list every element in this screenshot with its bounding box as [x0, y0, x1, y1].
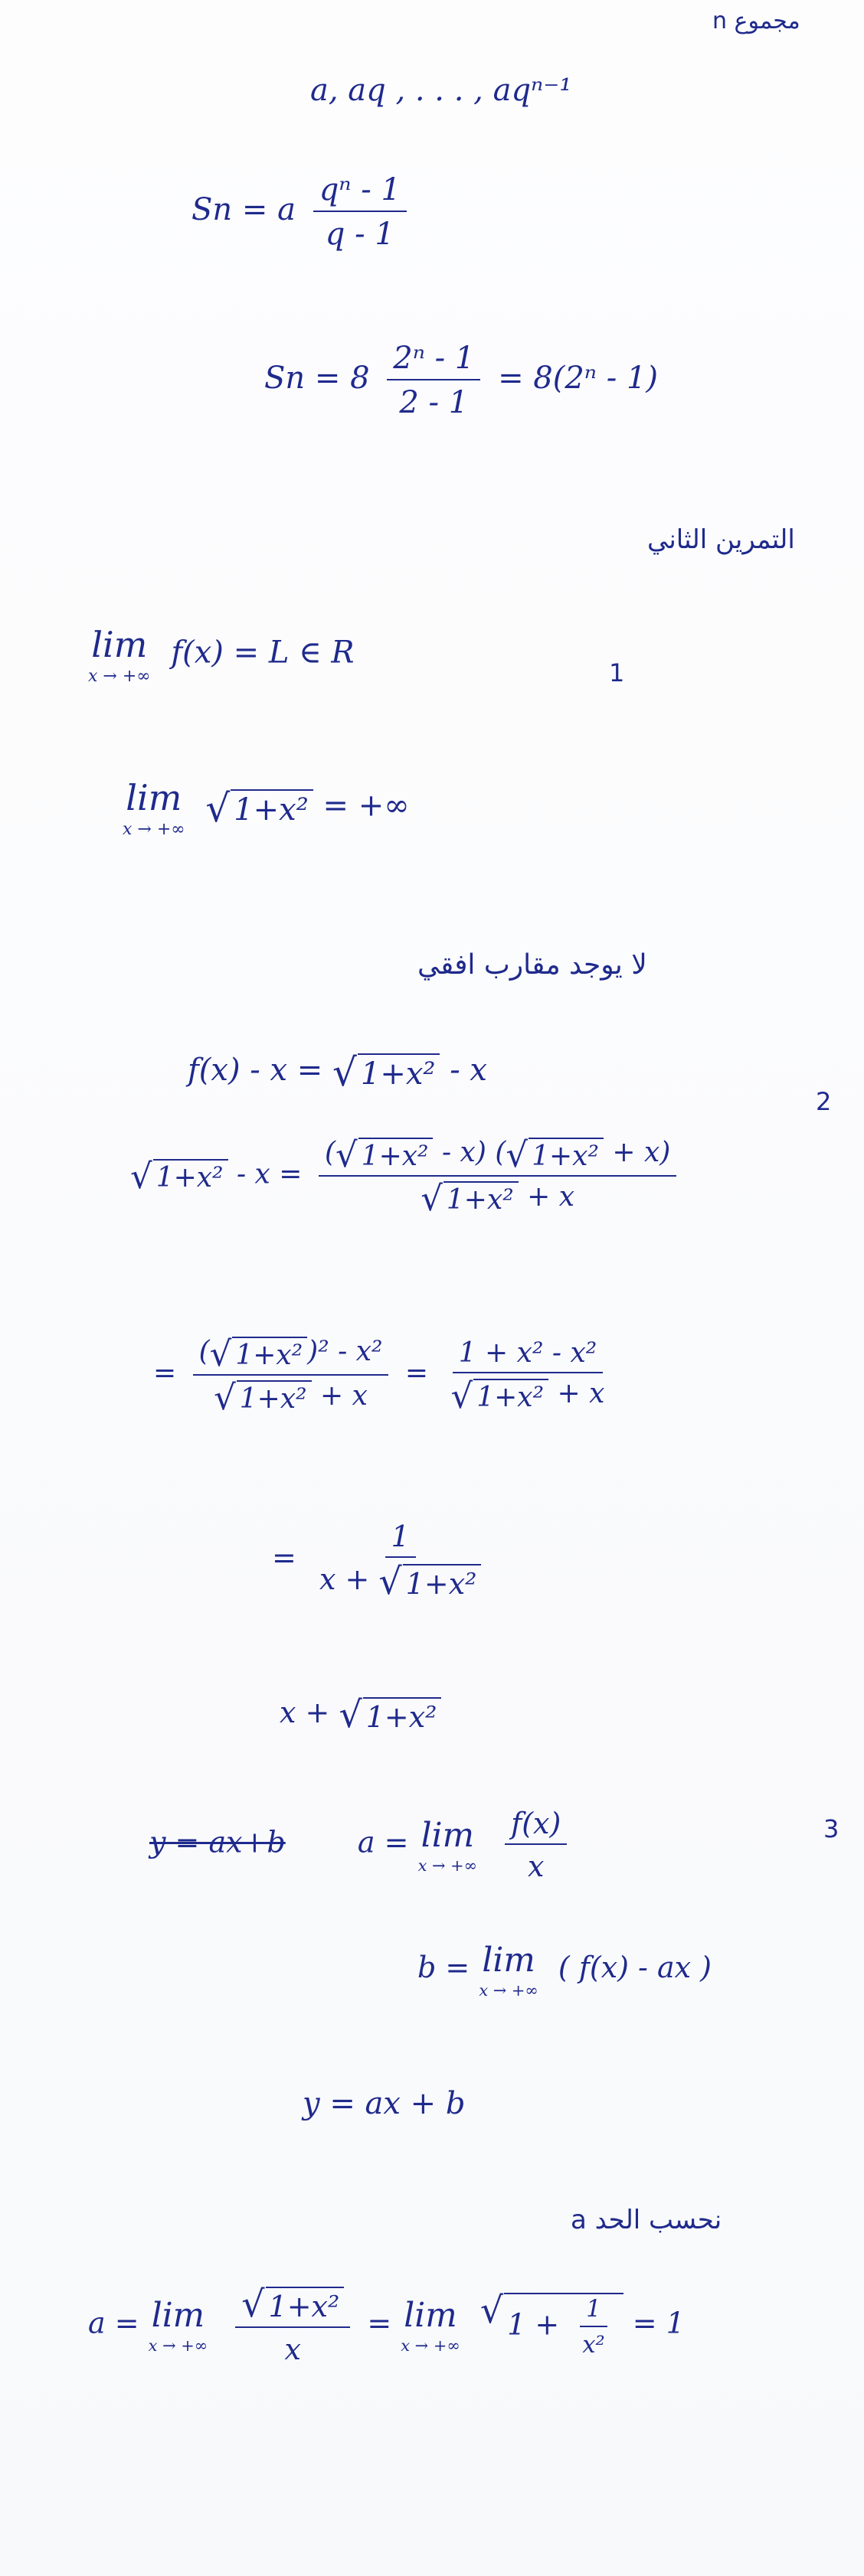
sqrt-expr: [214, 1377, 312, 1418]
final-rad-num: 1: [580, 2296, 607, 2327]
equals-sign: =: [367, 2306, 392, 2340]
exercise-label: مجموع n: [712, 8, 800, 34]
final-a-rhs: = 1: [632, 2306, 685, 2340]
sqrt-sign: √: [241, 2283, 265, 2326]
sqrt-radicand: 1+x²: [358, 1138, 434, 1172]
final-a-line: [88, 2285, 685, 2366]
sqrt-sign: √: [335, 1134, 358, 1175]
sqrt-sign: √: [205, 785, 231, 831]
sqrt-radicand: 1+x²: [232, 1337, 307, 1371]
line-equation: y = ax + b: [303, 2086, 466, 2121]
sqrt-expr: [241, 2283, 344, 2326]
sqrt-radicand: 1+x²: [237, 1380, 312, 1415]
limit-definition: [88, 624, 355, 686]
sn-general-lhs: Sn = a: [191, 192, 296, 227]
denominator-note: [280, 1693, 441, 1736]
sqrt-sign: √: [209, 1333, 232, 1374]
sqrt-radicand: 1+x²: [403, 1564, 482, 1601]
sqrt-radicand: 1+x²: [231, 789, 313, 828]
sn-specific-rhs: = 8(2ⁿ - 1): [498, 361, 659, 396]
diff-lhs: f(x) - x =: [188, 1053, 323, 1088]
denominator-note-pre: x +: [280, 1696, 330, 1729]
sn-specific-fraction: [387, 341, 480, 420]
sn-specific-formula: [264, 341, 658, 420]
sqrt-sign: √: [479, 2289, 504, 2332]
sqrt-expr: [450, 1375, 549, 1416]
sn-specific-den: 2 - 1: [399, 385, 469, 420]
sqrt-radicand: 1+x²: [443, 1181, 519, 1216]
exercise2-title: التمرين الثاني: [647, 524, 795, 555]
conj-num: [319, 1134, 676, 1177]
sqrt-radicand: 1+x²: [529, 1138, 604, 1172]
b-expr: ( f(x) - ax ): [558, 1951, 712, 1984]
sqrt-expr: [378, 1560, 481, 1603]
sn-specific-num: 2ⁿ - 1: [387, 341, 480, 380]
a-num: f(x): [505, 1807, 567, 1845]
sqrt-sign: √: [214, 1377, 236, 1418]
sqrt-radicand: 1+x²: [473, 1379, 548, 1413]
equals-sign: =: [153, 1357, 177, 1389]
simplified-line: [272, 1520, 495, 1601]
final-rad-fraction: [576, 2296, 610, 2359]
conj-den-tail: + x: [527, 1180, 575, 1213]
sequence-terms: a, aq , . . . , aqⁿ⁻¹: [310, 73, 572, 108]
lim-under: x → +∞: [148, 2336, 208, 2356]
lim-text: lim: [91, 624, 148, 665]
sqrt-expr: [332, 1050, 440, 1095]
sqrt-radicand: [504, 2293, 623, 2359]
lim-text: lim: [482, 1941, 535, 1980]
expand-fraction-1: [193, 1333, 389, 1418]
final-a-den: x: [284, 2332, 301, 2366]
simplified-den: [313, 1558, 487, 1601]
limit-def-expr: f(x) = L ∈ R: [171, 635, 355, 671]
limit-def-block: [88, 624, 151, 686]
lim-text: lim: [151, 2296, 205, 2336]
conj-mid: - x) (: [441, 1137, 506, 1168]
b-line: [417, 1941, 712, 2000]
lim-under: x → +∞: [401, 2336, 460, 2356]
no-asymptote-note: لا يوجد مقارب افقي: [417, 949, 647, 981]
lim-text: lim: [126, 777, 182, 818]
lim-text: lim: [404, 2296, 457, 2336]
a-den: x: [528, 1850, 545, 1883]
sqrt-sign: √: [378, 1560, 402, 1603]
expand-den-1-tail: + x: [320, 1379, 368, 1412]
item-marker-3: 3: [823, 1814, 839, 1843]
sqrt-radicand: 1+x²: [266, 2287, 345, 2323]
item-marker-1: 1: [609, 658, 625, 687]
expand-num-1-post: )² - x²: [307, 1336, 383, 1367]
lim-under: x → +∞: [123, 820, 185, 839]
sqrt-expr: [421, 1178, 519, 1219]
sqrt-expr: [479, 2289, 623, 2359]
expand-num-2: 1 + x² - x²: [453, 1337, 603, 1373]
struck-equation: y = ax+b: [149, 1825, 286, 1859]
equals-sign: =: [272, 1540, 296, 1575]
simplified-num: 1: [385, 1520, 416, 1558]
lim-under: x → +∞: [417, 1856, 478, 1875]
expand-den-2-tail: + x: [557, 1378, 605, 1410]
sn-general-num: qⁿ - 1: [313, 172, 407, 212]
conj-end: + x): [612, 1137, 671, 1168]
sqrt-expr: [339, 1693, 441, 1736]
final-a-lhs: a =: [88, 2306, 139, 2340]
final-rad-den: x²: [582, 2331, 605, 2359]
simplified-den-pre: x +: [319, 1562, 370, 1596]
final-lim-2: [401, 2296, 460, 2355]
final-rad-pre: 1 +: [507, 2307, 560, 2342]
sn-general-den: q - 1: [325, 217, 394, 252]
lim-under: x → +∞: [88, 667, 151, 686]
sqrt-radicand: 1+x²: [153, 1159, 228, 1193]
limit-sqrt-rhs: = +∞: [322, 788, 410, 824]
sn-general-fraction: [313, 172, 407, 252]
a-lhs: a =: [357, 1825, 409, 1859]
conjugate-line: [130, 1134, 684, 1219]
sqrt-expr: [209, 1333, 308, 1374]
limit-sqrt-block: [123, 777, 185, 839]
expand-fraction-2: [445, 1337, 611, 1416]
lim-text: lim: [421, 1815, 474, 1855]
expand-den-2: [445, 1373, 611, 1416]
sn-specific-lhs: Sn = 8: [264, 361, 370, 396]
final-a-fraction: [235, 2285, 350, 2366]
sqrt-expr: [205, 785, 313, 831]
expand-num-1: [193, 1333, 389, 1376]
diff-tail: - x: [450, 1053, 487, 1088]
compute-a-label: نحسب الحد a: [571, 2205, 722, 2235]
lim-under: x → +∞: [479, 1981, 538, 2000]
sqrt-expr: [506, 1134, 604, 1175]
a-lim-block: [418, 1816, 477, 1875]
difference-line: [188, 1050, 487, 1095]
conj-lhs-tail: - x =: [236, 1158, 303, 1190]
final-a-num: [235, 2285, 350, 2328]
b-lhs: b =: [417, 1951, 470, 1984]
sqrt-expr: [335, 1134, 434, 1175]
simplified-fraction: [313, 1520, 487, 1601]
final-lim-1: [149, 2296, 208, 2355]
conj-fraction: [319, 1134, 676, 1219]
sqrt-radicand: 1+x²: [363, 1697, 442, 1734]
equals-sign: =: [404, 1357, 429, 1389]
sqrt-sign: √: [332, 1050, 357, 1095]
conj-den: [414, 1177, 581, 1219]
expansion-line: [153, 1333, 618, 1418]
expand-den-1: [208, 1376, 374, 1418]
b-lim-block: [479, 1941, 538, 2000]
paren: (: [198, 1336, 210, 1367]
sn-general-formula: [191, 172, 414, 252]
sqrt-sign: √: [339, 1693, 362, 1736]
sqrt-sign: √: [506, 1134, 529, 1175]
a-fraction: [505, 1807, 567, 1883]
sqrt-sign: √: [130, 1156, 152, 1197]
sqrt-sign: √: [450, 1375, 473, 1416]
limit-sqrt-line: [123, 777, 410, 839]
sqrt-sign: √: [421, 1178, 443, 1219]
item-marker-2: 2: [816, 1087, 832, 1116]
oblique-a-line: [149, 1807, 574, 1883]
sqrt-radicand: 1+x²: [358, 1053, 440, 1092]
paren: (: [324, 1137, 335, 1168]
sqrt-expr: [130, 1156, 228, 1197]
